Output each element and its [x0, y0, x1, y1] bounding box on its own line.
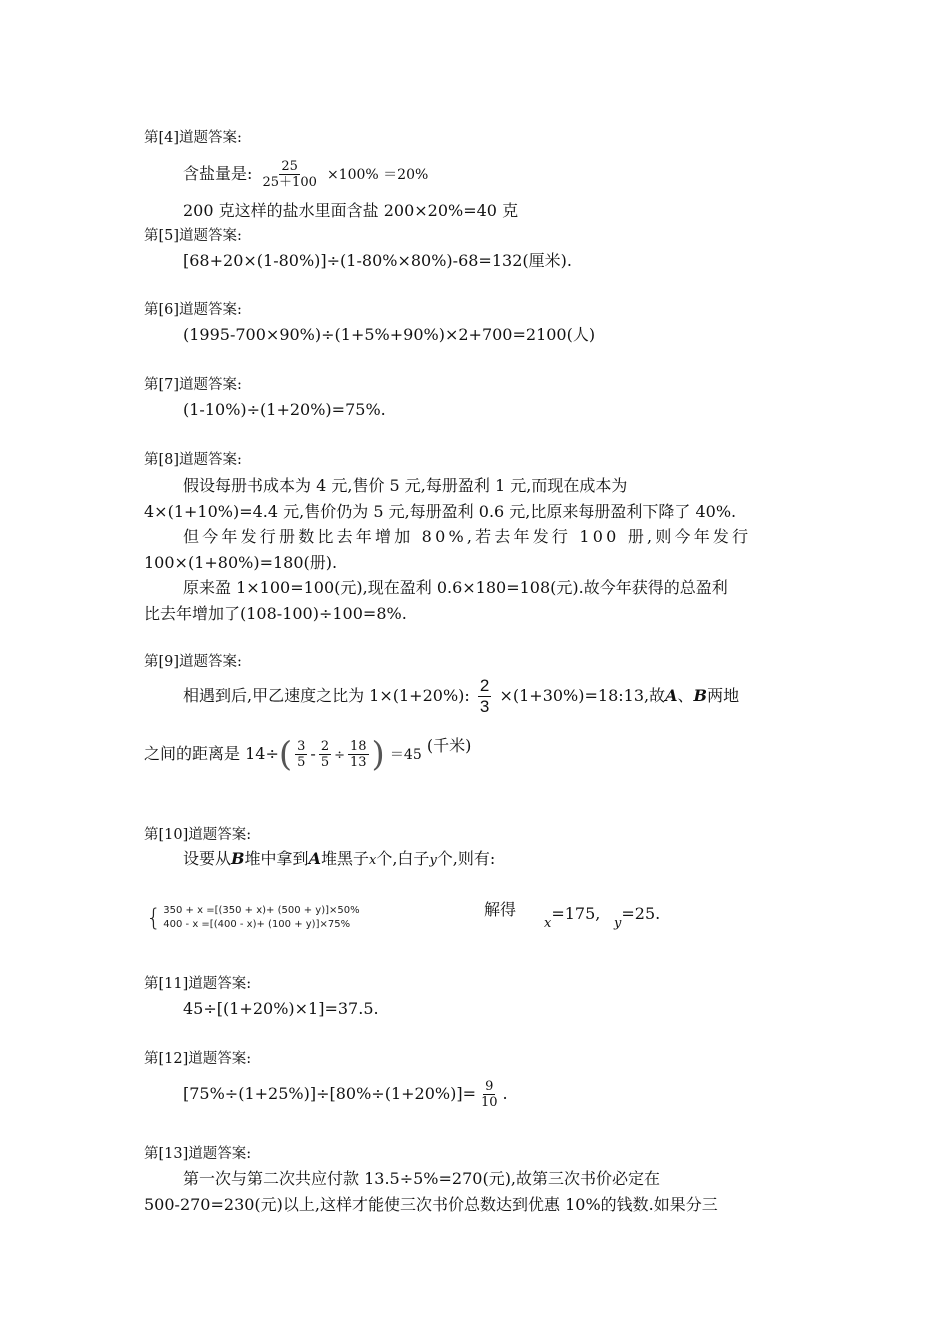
q8-p3a: 原来盈 1×100=100(元),现在盈利 0.6×180=108(元).故今年获得的总盈利 — [183, 578, 728, 597]
q9-div: ÷ — [334, 748, 345, 763]
q9-frac3: $\frac{18}{13}$ — [350, 739, 367, 770]
q5-header: 第[5]道题答案: — [144, 228, 242, 244]
q9-result: ＝45 — [389, 747, 422, 763]
q9-line1 — [183, 674, 739, 718]
q6-line1: (1995-700×90%)÷(1+5%+90%)×2+700=2100(人) — [183, 325, 596, 344]
q7-header: 第[7]道题答案: — [144, 377, 242, 393]
q12-prefix: [75%÷(1+25%)]÷[80%÷(1+20%)]= — [183, 1084, 476, 1103]
q10-var-y: y — [429, 853, 437, 868]
q10-eq2: 400 - x =[(400 - x)+ (100 + y)]×75% — [163, 919, 351, 930]
q10-pile-b: B — [231, 849, 245, 868]
q11-header: 第[11]道题答案: — [144, 976, 252, 992]
q10-sol-y-val: =25. — [621, 904, 661, 923]
q10-solve-label: 解得 — [484, 900, 517, 919]
q9-point-a: A — [665, 686, 678, 705]
q10-l1-f: 个,白子 — [376, 849, 430, 868]
q4-fraction: $\frac{25}{25+100}$ — [262, 159, 317, 190]
q10-brace-icon: { — [146, 904, 162, 932]
q9-right-paren-icon: ) — [371, 734, 385, 775]
q12-header: 第[12]道题答案: — [144, 1051, 252, 1067]
q9-minus: - — [310, 744, 316, 763]
q10-sol-x-var: x — [544, 916, 552, 931]
q9-unit: (千米) — [426, 736, 472, 755]
q8-p1a: 假设每册书成本为 4 元,售价 5 元,每册盈利 1 元,而现在成本为 — [183, 476, 628, 495]
q10-l1-e: 堆黑子 — [320, 849, 369, 868]
q13-line1: 第一次与第二次共应付款 13.5÷5%=270(元),故第三次书价必定在 — [183, 1169, 661, 1188]
q11-line1: 45÷[(1+20%)×1]=37.5. — [183, 999, 379, 1018]
q9-l1-sep: 、 — [677, 686, 694, 705]
q4-suffix: ×100% ＝20% — [326, 167, 429, 183]
q4-header: 第[4]道题答案: — [144, 130, 242, 146]
q9-frac1: $\frac{3}{5}$ — [297, 739, 306, 770]
q10-pile-a: A — [308, 849, 321, 868]
q9-l2-prefix: 之间的距离是 14÷ — [144, 744, 279, 763]
q6-header: 第[6]道题答案: — [144, 302, 242, 318]
q10-sol-x-val: =175, — [551, 904, 601, 923]
q9-l1-mid: ×(1+30%)=18:13,故 — [499, 686, 666, 705]
q12-line1 — [183, 1074, 508, 1114]
q8-p2a: 但今年发行册数比去年增加 80%,若去年发行 100 册,则今年发行 — [183, 527, 752, 546]
q10-solution-x — [544, 904, 601, 931]
q9-l1-end: 两地 — [707, 686, 740, 705]
q4-salt-formula — [183, 156, 428, 192]
q9-frac2: $\frac{2}{5}$ — [320, 739, 330, 770]
q9-header: 第[9]道题答案: — [144, 654, 242, 670]
q7-line1: (1-10%)÷(1+20%)=75%. — [183, 400, 386, 419]
q12-suffix: . — [502, 1084, 508, 1103]
q10-header: 第[10]道题答案: — [144, 827, 252, 843]
q10-equation-system — [146, 904, 360, 932]
q5-line1: [68+20×(1-80%)]÷(1-80%×80%)-68=132(厘米). — [183, 251, 572, 270]
q12-fraction: $\frac{9}{10}$ — [480, 1079, 498, 1110]
q13-line2: 500-270=230(元)以上,这样才能使三次书价总数达到优惠 10%的钱数.如果分三 — [144, 1195, 718, 1214]
q4-line2: 200 克这样的盐水里面含盐 200×20%=40 克 — [183, 201, 519, 220]
q9-point-b: B — [693, 686, 708, 705]
q8-p2b: 100×(1+80%)=180(册). — [144, 553, 338, 572]
q10-l1-a: 设要从 — [183, 849, 232, 868]
q9-line2 — [144, 730, 471, 778]
q10-eq1: 350 + x =[(350 + x)+ (500 + y)]×50% — [163, 905, 360, 916]
q10-sol-y-var: y — [614, 916, 622, 931]
q9-l1-prefix: 相遇到后,甲乙速度之比为 1×(1+20%): — [183, 686, 470, 705]
q9-ratio-fraction: $\frac{2}{3}$ — [479, 676, 490, 716]
q4-prefix: 含盐量是: — [183, 164, 253, 183]
q10-l1-g: 个,则有: — [436, 849, 496, 868]
q10-solution-y — [614, 904, 661, 931]
q9-left-paren-icon: ( — [278, 734, 293, 775]
q10-l1-c: 堆中拿到 — [244, 849, 309, 868]
q8-p1b: 4×(1+10%)=4.4 元,售价仍为 5 元,每册盈利 0.6 元,比原来每册盈利下降了 40%. — [144, 502, 737, 521]
q13-header: 第[13]道题答案: — [144, 1146, 252, 1162]
q8-p3b: 比去年增加了(108-100)÷100=8%. — [144, 604, 407, 623]
q8-header: 第[8]道题答案: — [144, 452, 242, 468]
q10-var-x: x — [369, 853, 377, 868]
q10-line1 — [183, 849, 495, 871]
